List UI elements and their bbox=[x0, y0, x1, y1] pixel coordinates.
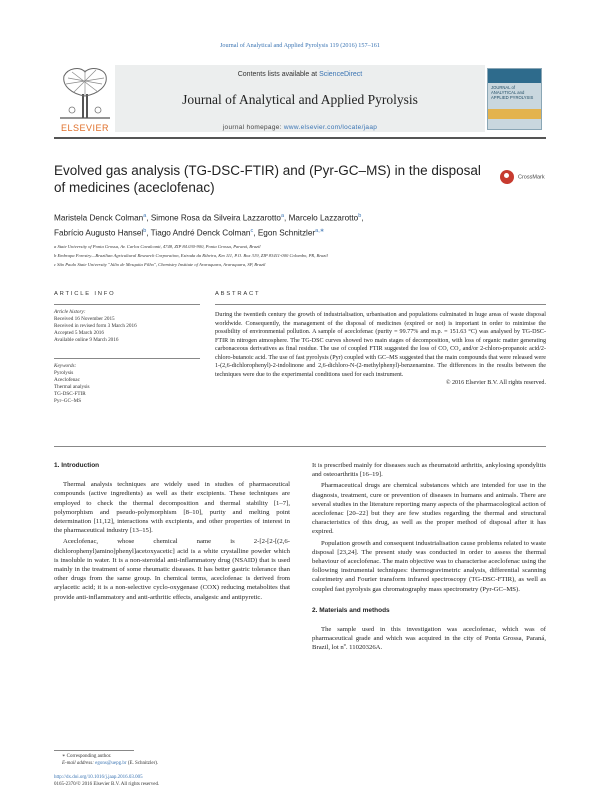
history-item: Available online 9 March 2016 bbox=[54, 337, 119, 344]
journal-homepage bbox=[115, 124, 485, 131]
homepage-label: journal homepage: bbox=[222, 124, 284, 131]
section-heading-materials: 2. Materials and methods bbox=[312, 606, 390, 614]
author-affiliation-mark[interactable]: b bbox=[143, 227, 147, 234]
history-item: Accepted 5 March 2016 bbox=[54, 330, 104, 337]
intro-paragraph-4: Pharmaceutical drugs are chemical substances which are intended for use in the diagnosis, treatment, cure or prevention of diseases in humans and animals. There are several studies in the literature reporting many aspects of the pharmacological action of aceclofenac [20–22] but they are few studies regarding the thermal and structural characteristics of this drug, as well as the proper method of disposal after it has expired. bbox=[312, 482, 546, 536]
affiliation-item: c São Paulo State University "Júlio de Mesquita Filho", Chemistry Institute of Araraquara, Araraquara, SP, Brazil bbox=[54, 262, 266, 267]
email-link[interactable]: egons@uepg.br bbox=[95, 761, 127, 766]
author-name[interactable]: Maristela Denck Colman bbox=[54, 213, 144, 223]
cover-stripe bbox=[488, 109, 541, 119]
sciencedirect-link[interactable]: ScienceDirect bbox=[319, 71, 363, 78]
affiliation-item: a State University of Ponta Grossa, Av. Carlos Cavalcanti, 4748, ZIP 84.030-900, Ponta Grossa, Paraná, Brazil bbox=[54, 244, 261, 249]
abstract-body bbox=[215, 311, 546, 388]
cover-title: JOURNAL of ANALYTICAL and APPLIED PYROLYSIS bbox=[491, 85, 534, 100]
journal-reference[interactable]: Journal of Analytical and Applied Pyrolysis 119 (2016) 157–161 bbox=[220, 42, 380, 49]
author-name[interactable]: Fabrício Augusto Hansel bbox=[54, 228, 144, 238]
intro-paragraph-3: It is prescribed mainly for diseases such as rheumatoid arthritis, ankylosing spondylitis and osteoarthritis [16–19]. bbox=[312, 462, 546, 479]
cover-banner bbox=[488, 69, 541, 83]
publisher-name: ELSEVIER bbox=[60, 123, 110, 133]
contents-line bbox=[115, 71, 485, 78]
keyword-item: Pyr–GC–MS bbox=[54, 398, 82, 405]
intro-paragraph-1: Thermal analysis techniques are widely used in studies of pharmaceutical compounds (active ingredients) as well as their excipients. These techniques are employed to check the thermal decomposition and thermal stability [1–7], polymorphism and pseudo-polymorphism [8–10], purity and melting point determination [11,12], interactions with excipients, and other properties of interest in the pharmaceutical industry [13–15]. bbox=[54, 481, 290, 535]
email-line bbox=[62, 760, 290, 767]
header-divider bbox=[54, 137, 546, 139]
abstract-text: During the twentieth century the growth of industrialisation, urbanisation and populations culminated in huge areas of waste disposal worldwide. Consequently, the management of the disposal of medicines (expired or not) is important in order to minimise the possibility of environmental pollution. A sample of aceclofenac (purity = 99.77% and m.p. = 151.63 °C) was analysed by TG-DSC-FTIR in nitrogen atmosphere. The TG-DSC curves showed two main stages of decomposition, with loss of organic matter generating carbonaceous derivatives as final residue. The use of coupled FTIR suggested the loss of CO, CO₂ and/or 2-chloro-propanoic acid/2-chloro-butanoic acid. The use of fast pyrolysis (Pyr) coupled with GC–MS suggested that the main compounds that were released were 1-(2,6-dichlorophenyl)-2-indolinone and 2,6-dichloro-N-(2-methylphenyl)-benzenamine. The differences in the results between the techniques were due to the experimental conditions used for each instrument. bbox=[215, 312, 546, 378]
author-name[interactable]: Egon Schnitzler bbox=[257, 228, 316, 238]
doi-block bbox=[54, 774, 290, 788]
corresponding-author-note: ∗ Corresponding author. bbox=[62, 754, 112, 759]
doi-link[interactable]: http://dx.doi.org/10.1016/j.jaap.2016.03.005 bbox=[54, 775, 143, 780]
email-owner: (E. Schnitzler). bbox=[126, 761, 159, 766]
issn-line: 0165-2370/© 2016 Elsevier B.V. All rights reserved. bbox=[54, 782, 160, 787]
intro-paragraph-2: Aceclofenac, whose chemical name is 2-[2-[2-[(2,6-dichlorophenyl)amino]phenyl]acetoxyacetic] acid is a white crystalline powder which is insoluble in water. It is a non-steroidal anti-inflammatory drug (NSAID) that is used mainly in the treatment of some rheumatic diseases. It has better gastric tolerance than other drugs from the same group. In chemical terms, aceclofenac is derived from arylacetic acid; it is a non-selective cyclo-oxygenase (COX) reducing metabolites that provide anti-inflammatory and anti-arthritic effects, analgesic and antipyretic. bbox=[54, 538, 290, 601]
crossmark-badge[interactable] bbox=[500, 168, 546, 186]
author-affiliation-mark[interactable]: c bbox=[250, 227, 254, 234]
abstract-copyright: © 2016 Elsevier B.V. All rights reserved. bbox=[445, 380, 546, 386]
contents-prefix: Contents lists available at bbox=[237, 71, 320, 78]
history-item: Received in revised form 3 March 2016 bbox=[54, 323, 137, 330]
affiliations bbox=[54, 242, 546, 269]
crossmark-label: CrossMark bbox=[518, 174, 545, 181]
keywords bbox=[54, 363, 200, 406]
author-name[interactable]: Marcelo Lazzarotto bbox=[288, 213, 359, 223]
keyword-item: TG-DSC-FTIR bbox=[54, 391, 86, 398]
keyword-item: Aceclofenac bbox=[54, 377, 80, 384]
footnote-rule bbox=[54, 750, 134, 751]
crossmark-icon bbox=[500, 170, 514, 184]
materials-paragraph-1: The sample used in this investigation was aceclofenac, which was of pharmaceutical grade and which was acquired in the city of Ponta Grossa, Paraná, Brazil, lot nº. 11020326A. bbox=[312, 626, 546, 652]
article-history bbox=[54, 309, 200, 344]
homepage-link[interactable]: www.elsevier.com/locate/jaap bbox=[283, 124, 378, 131]
right-column bbox=[312, 461, 546, 655]
journal-title: Journal of Analytical and Applied Pyrolysis bbox=[182, 92, 418, 107]
intro-paragraph-5: Population growth and consequent industrialisation cause problems related to waste disposal [23,24]. The present study was conducted in order to assess the thermal behaviour of aceclofenac. The main objective was to characterise aceclofenac using the following instrumental techniques: thermogravimetric analysis, differential scanning calorimetry and Fourier transform infrared spectroscopy (TG-DSC-FTIR), as well as coupled fast pyrolysis gas chromatography mass spectrometry (Pyr-GC–MS). bbox=[312, 539, 546, 593]
author-affiliation-mark[interactable]: a,∗ bbox=[315, 227, 325, 234]
elsevier-tree-logo bbox=[54, 64, 116, 132]
abstract-bottom-rule bbox=[54, 446, 546, 447]
keyword-item: Pyrolysis bbox=[54, 370, 74, 377]
footnote-corresponding bbox=[62, 753, 290, 767]
keyword-item: Thermal analysis bbox=[54, 384, 90, 391]
author-name[interactable]: Tiago André Denck Colman bbox=[150, 228, 251, 238]
author-name[interactable]: Simone Rosa da Silveira Lazzarotto bbox=[150, 213, 281, 223]
author-list: Maristela Denck Colman$^a$, Simone Rosa da Silveira Lazzarotto$^a$, Marcelo Lazzarotto$^b$, Fabrício Augusto Hansel$^b$, Tiago André Denck Colman$^c$, Egon Schnitzler$^{a,∗}$ bbox=[54, 213, 364, 238]
left-column bbox=[54, 461, 290, 604]
history-label: Article history: bbox=[54, 309, 86, 315]
abstract-heading: ABSTRACT bbox=[215, 291, 261, 297]
email-label: E-mail address: bbox=[62, 761, 96, 766]
author-affiliation-mark[interactable]: b bbox=[358, 213, 362, 219]
article-title: Evolved gas analysis (TG-DSC-FTIR) and (Pyr-GC–MS) in the disposal of medicines (aceclofenac) bbox=[54, 163, 481, 195]
author-affiliation-mark[interactable]: a bbox=[143, 213, 147, 219]
affiliation-item: b Embrapa Forestry—Brazilian Agricultural Research Corporation, Estrada da Ribeira, Km 111, P.O. Box 319, ZIP 83411-000 Colombo, PR, Brazil bbox=[54, 253, 328, 258]
author-affiliation-mark[interactable]: a bbox=[280, 213, 285, 219]
article-info-rule bbox=[54, 304, 200, 305]
abstract-rule bbox=[215, 304, 546, 305]
history-item: Received 16 November 2015 bbox=[54, 316, 115, 323]
journal-cover-image bbox=[487, 68, 542, 130]
section-heading-introduction: 1. Introduction bbox=[54, 462, 100, 469]
keywords-label: Keywords: bbox=[54, 363, 77, 369]
article-info-heading: ARTICLE INFO bbox=[54, 291, 116, 297]
keywords-rule bbox=[54, 358, 200, 359]
